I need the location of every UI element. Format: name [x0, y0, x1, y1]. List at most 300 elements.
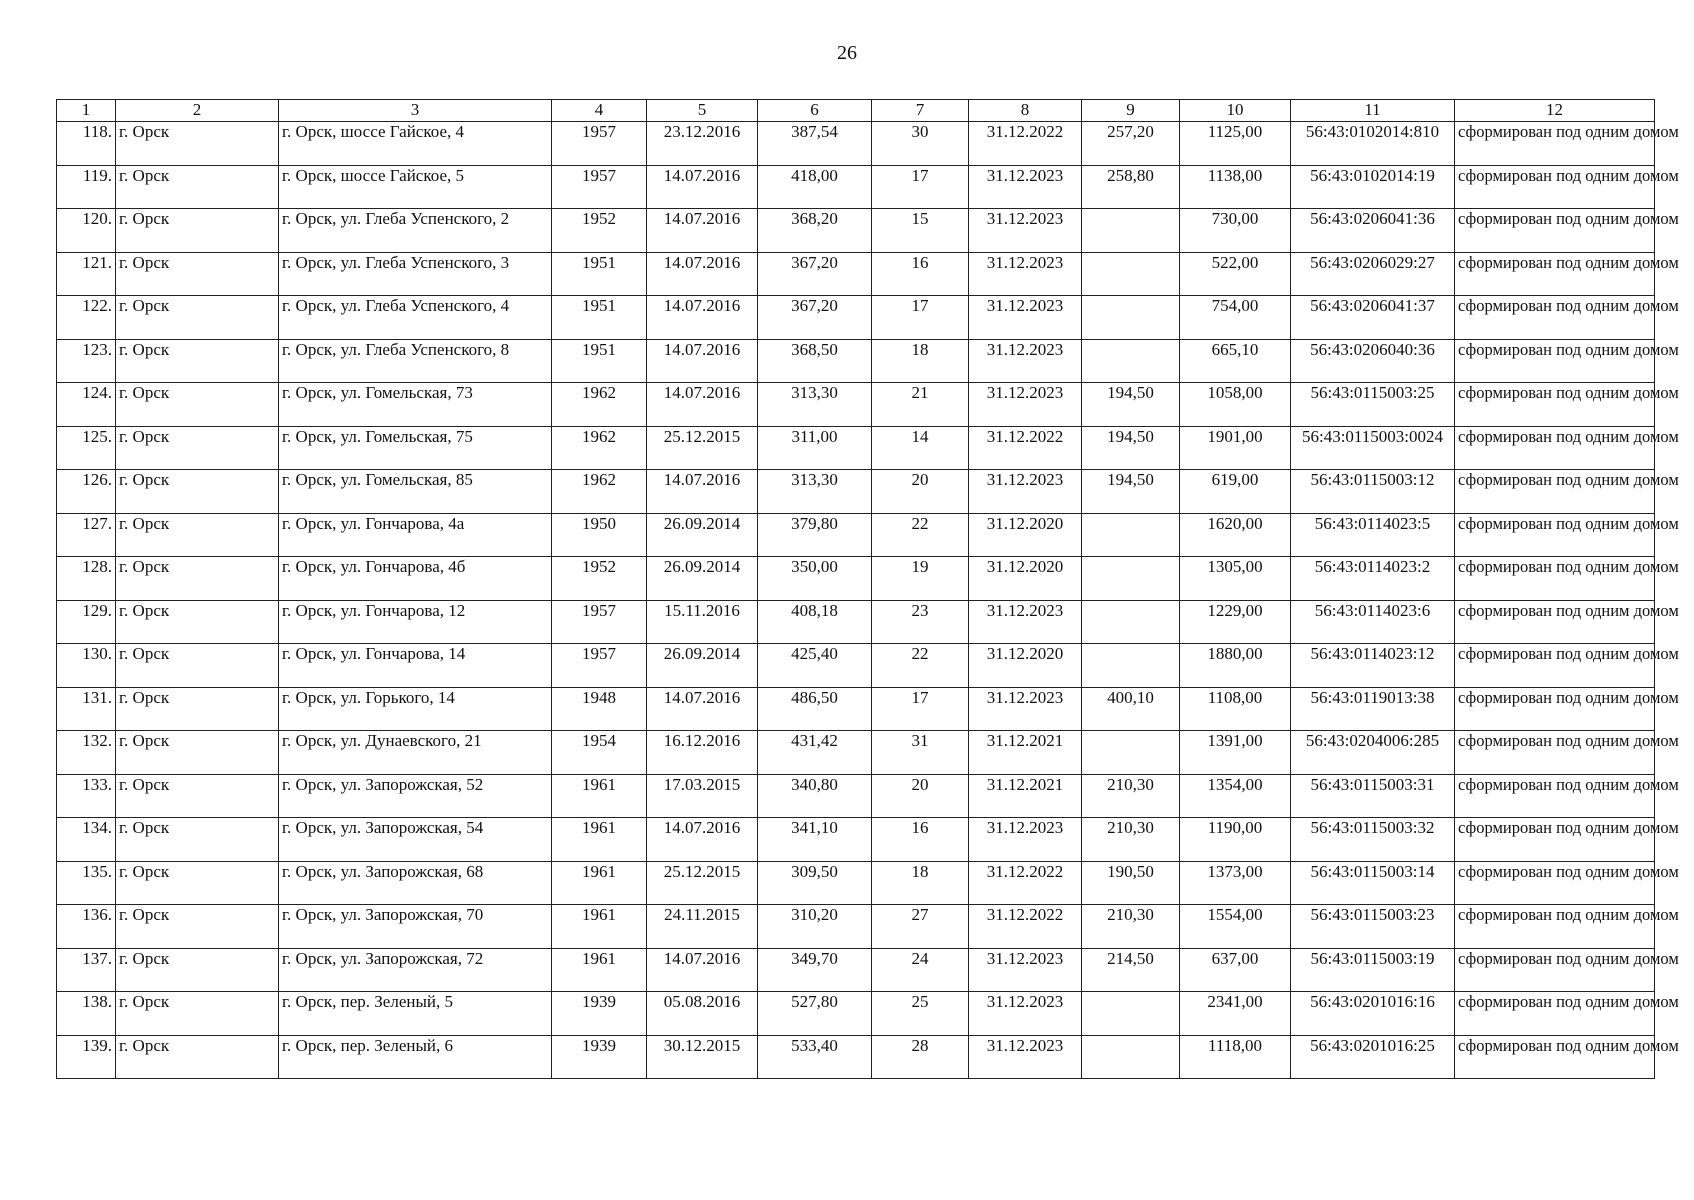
column-10-cell: 1373,00	[1180, 861, 1291, 905]
deadline-cell: 31.12.2023	[969, 470, 1082, 514]
deadline-cell: 31.12.2020	[969, 557, 1082, 601]
cadastral-number-cell: 56:43:0114023:2	[1291, 557, 1455, 601]
cadastral-number-cell: 56:43:0115003:23	[1291, 905, 1455, 949]
table-row	[57, 774, 1655, 818]
year-cell: 1939	[552, 992, 647, 1036]
area-cell: 341,10	[758, 818, 872, 862]
note-cell: сформирован под одним домом	[1455, 774, 1655, 818]
area-cell: 408,18	[758, 600, 872, 644]
table-row	[57, 1035, 1655, 1079]
row-number: 118.	[57, 122, 116, 166]
address-cell: г. Орск, ул. Гомельская, 85	[279, 470, 552, 514]
date-cell: 14.07.2016	[647, 687, 758, 731]
note-cell: сформирован под одним домом	[1455, 383, 1655, 427]
date-cell: 14.07.2016	[647, 948, 758, 992]
cadastral-number-cell: 56:43:0206040:36	[1291, 339, 1455, 383]
table-row	[57, 339, 1655, 383]
table-row	[57, 731, 1655, 775]
address-cell: г. Орск, ул. Гончарова, 4а	[279, 513, 552, 557]
row-number: 133.	[57, 774, 116, 818]
date-cell: 14.07.2016	[647, 296, 758, 340]
column-9-cell	[1082, 1035, 1180, 1079]
column-header: 3	[279, 100, 552, 122]
row-number: 136.	[57, 905, 116, 949]
row-number: 130.	[57, 644, 116, 688]
count-cell: 30	[872, 122, 969, 166]
row-number: 119.	[57, 165, 116, 209]
count-cell: 16	[872, 818, 969, 862]
page-number: 26	[837, 42, 857, 64]
date-cell: 23.12.2016	[647, 122, 758, 166]
year-cell: 1957	[552, 644, 647, 688]
city-cell: г. Орск	[116, 861, 279, 905]
column-10-cell: 1190,00	[1180, 818, 1291, 862]
column-header: 11	[1291, 100, 1455, 122]
cadastral-number-cell: 56:43:0114023:6	[1291, 600, 1455, 644]
column-9-cell: 257,20	[1082, 122, 1180, 166]
date-cell: 14.07.2016	[647, 252, 758, 296]
note-cell: сформирован под одним домом	[1455, 731, 1655, 775]
date-cell: 14.07.2016	[647, 165, 758, 209]
cadastral-number-cell: 56:43:0206029:27	[1291, 252, 1455, 296]
note-cell: сформирован под одним домом	[1455, 1035, 1655, 1079]
note-cell: сформирован под одним домом	[1455, 948, 1655, 992]
note-cell: сформирован под одним домом	[1455, 600, 1655, 644]
table-row	[57, 687, 1655, 731]
city-cell: г. Орск	[116, 557, 279, 601]
row-number: 139.	[57, 1035, 116, 1079]
count-cell: 18	[872, 861, 969, 905]
row-number: 137.	[57, 948, 116, 992]
deadline-cell: 31.12.2023	[969, 992, 1082, 1036]
count-cell: 21	[872, 383, 969, 427]
address-cell: г. Орск, ул. Глеба Успенского, 4	[279, 296, 552, 340]
cadastral-number-cell: 56:43:0115003:0024	[1291, 426, 1455, 470]
date-cell: 25.12.2015	[647, 426, 758, 470]
table-row	[57, 296, 1655, 340]
column-header: 10	[1180, 100, 1291, 122]
deadline-cell: 31.12.2023	[969, 600, 1082, 644]
count-cell: 16	[872, 252, 969, 296]
date-cell: 16.12.2016	[647, 731, 758, 775]
count-cell: 17	[872, 687, 969, 731]
address-cell: г. Орск, пер. Зеленый, 5	[279, 992, 552, 1036]
note-cell: сформирован под одним домом	[1455, 861, 1655, 905]
date-cell: 24.11.2015	[647, 905, 758, 949]
table-row	[57, 209, 1655, 253]
deadline-cell: 31.12.2022	[969, 861, 1082, 905]
note-cell: сформирован под одним домом	[1455, 252, 1655, 296]
deadline-cell: 31.12.2020	[969, 644, 1082, 688]
column-9-cell: 190,50	[1082, 861, 1180, 905]
cadastral-number-cell: 56:43:0114023:5	[1291, 513, 1455, 557]
date-cell: 05.08.2016	[647, 992, 758, 1036]
deadline-cell: 31.12.2021	[969, 731, 1082, 775]
date-cell: 14.07.2016	[647, 470, 758, 514]
address-cell: г. Орск, ул. Гомельская, 75	[279, 426, 552, 470]
year-cell: 1961	[552, 861, 647, 905]
deadline-cell: 31.12.2023	[969, 296, 1082, 340]
column-9-cell	[1082, 339, 1180, 383]
table-row	[57, 252, 1655, 296]
table-row	[57, 513, 1655, 557]
column-10-cell: 619,00	[1180, 470, 1291, 514]
note-cell: сформирован под одним домом	[1455, 818, 1655, 862]
column-header: 2	[116, 100, 279, 122]
column-9-cell: 258,80	[1082, 165, 1180, 209]
address-cell: г. Орск, ул. Гомельская, 73	[279, 383, 552, 427]
deadline-cell: 31.12.2023	[969, 818, 1082, 862]
area-cell: 367,20	[758, 296, 872, 340]
year-cell: 1962	[552, 383, 647, 427]
count-cell: 25	[872, 992, 969, 1036]
count-cell: 22	[872, 644, 969, 688]
column-9-cell: 210,30	[1082, 818, 1180, 862]
address-cell: г. Орск, ул. Дунаевского, 21	[279, 731, 552, 775]
note-cell: сформирован под одним домом	[1455, 122, 1655, 166]
cadastral-number-cell: 56:43:0102014:19	[1291, 165, 1455, 209]
row-number: 125.	[57, 426, 116, 470]
table-body	[57, 122, 1679, 1079]
column-9-cell: 194,50	[1082, 470, 1180, 514]
deadline-cell: 31.12.2023	[969, 165, 1082, 209]
address-cell: г. Орск, ул. Глеба Успенского, 8	[279, 339, 552, 383]
area-cell: 533,40	[758, 1035, 872, 1079]
count-cell: 28	[872, 1035, 969, 1079]
year-cell: 1951	[552, 296, 647, 340]
count-cell: 22	[872, 513, 969, 557]
count-cell: 20	[872, 470, 969, 514]
date-cell: 17.03.2015	[647, 774, 758, 818]
header-row	[57, 100, 1655, 122]
note-cell: сформирован под одним домом	[1455, 905, 1655, 949]
column-10-cell: 754,00	[1180, 296, 1291, 340]
cadastral-number-cell: 56:43:0114023:12	[1291, 644, 1455, 688]
cadastral-number-cell: 56:43:0115003:32	[1291, 818, 1455, 862]
year-cell: 1952	[552, 209, 647, 253]
address-cell: г. Орск, шоссе Гайское, 5	[279, 165, 552, 209]
note-cell: сформирован под одним домом	[1455, 209, 1655, 253]
date-cell: 25.12.2015	[647, 861, 758, 905]
year-cell: 1957	[552, 122, 647, 166]
area-cell: 311,00	[758, 426, 872, 470]
column-9-cell: 214,50	[1082, 948, 1180, 992]
year-cell: 1957	[552, 600, 647, 644]
date-cell: 15.11.2016	[647, 600, 758, 644]
deadline-cell: 31.12.2020	[969, 513, 1082, 557]
deadline-cell: 31.12.2023	[969, 1035, 1082, 1079]
column-10-cell: 1125,00	[1180, 122, 1291, 166]
area-cell: 486,50	[758, 687, 872, 731]
row-number: 123.	[57, 339, 116, 383]
column-9-cell	[1082, 731, 1180, 775]
year-cell: 1951	[552, 252, 647, 296]
row-number: 127.	[57, 513, 116, 557]
deadline-cell: 31.12.2021	[969, 774, 1082, 818]
area-cell: 349,70	[758, 948, 872, 992]
cadastral-number-cell: 56:43:0201016:25	[1291, 1035, 1455, 1079]
date-cell: 14.07.2016	[647, 339, 758, 383]
area-cell: 527,80	[758, 992, 872, 1036]
area-cell: 368,50	[758, 339, 872, 383]
cadastral-number-cell: 56:43:0201016:16	[1291, 992, 1455, 1036]
table-row	[57, 383, 1655, 427]
year-cell: 1961	[552, 905, 647, 949]
date-cell: 26.09.2014	[647, 513, 758, 557]
count-cell: 23	[872, 600, 969, 644]
count-cell: 15	[872, 209, 969, 253]
area-cell: 425,40	[758, 644, 872, 688]
table-row	[57, 905, 1655, 949]
area-cell: 387,54	[758, 122, 872, 166]
table-row	[57, 122, 1655, 166]
year-cell: 1954	[552, 731, 647, 775]
note-cell: сформирован под одним домом	[1455, 339, 1655, 383]
city-cell: г. Орск	[116, 252, 279, 296]
address-cell: г. Орск, шоссе Гайское, 4	[279, 122, 552, 166]
deadline-cell: 31.12.2022	[969, 122, 1082, 166]
year-cell: 1948	[552, 687, 647, 731]
area-cell: 431,42	[758, 731, 872, 775]
count-cell: 17	[872, 296, 969, 340]
area-cell: 367,20	[758, 252, 872, 296]
table-row	[57, 992, 1655, 1036]
cadastral-number-cell: 56:43:0115003:19	[1291, 948, 1455, 992]
row-number: 132.	[57, 731, 116, 775]
year-cell: 1951	[552, 339, 647, 383]
address-cell: г. Орск, ул. Гончарова, 4б	[279, 557, 552, 601]
city-cell: г. Орск	[116, 687, 279, 731]
row-number: 128.	[57, 557, 116, 601]
count-cell: 24	[872, 948, 969, 992]
year-cell: 1961	[552, 818, 647, 862]
city-cell: г. Орск	[116, 644, 279, 688]
column-10-cell: 1138,00	[1180, 165, 1291, 209]
column-10-cell: 1229,00	[1180, 600, 1291, 644]
column-10-cell: 730,00	[1180, 209, 1291, 253]
column-9-cell	[1082, 252, 1180, 296]
row-number: 134.	[57, 818, 116, 862]
column-10-cell: 1354,00	[1180, 774, 1291, 818]
address-cell: г. Орск, ул. Гончарова, 12	[279, 600, 552, 644]
column-9-cell	[1082, 557, 1180, 601]
count-cell: 27	[872, 905, 969, 949]
deadline-cell: 31.12.2022	[969, 905, 1082, 949]
row-number: 122.	[57, 296, 116, 340]
row-number: 138.	[57, 992, 116, 1036]
city-cell: г. Орск	[116, 165, 279, 209]
column-10-cell: 1108,00	[1180, 687, 1291, 731]
deadline-cell: 31.12.2023	[969, 948, 1082, 992]
date-cell: 14.07.2016	[647, 818, 758, 862]
column-9-cell: 400,10	[1082, 687, 1180, 731]
city-cell: г. Орск	[116, 948, 279, 992]
table-row	[57, 557, 1655, 601]
area-cell: 368,20	[758, 209, 872, 253]
city-cell: г. Орск	[116, 383, 279, 427]
column-10-cell: 1118,00	[1180, 1035, 1291, 1079]
column-9-cell: 210,30	[1082, 774, 1180, 818]
count-cell: 14	[872, 426, 969, 470]
area-cell: 313,30	[758, 470, 872, 514]
table-row	[57, 470, 1655, 514]
note-cell: сформирован под одним домом	[1455, 687, 1655, 731]
row-number: 126.	[57, 470, 116, 514]
row-number: 124.	[57, 383, 116, 427]
address-cell: г. Орск, ул. Горького, 14	[279, 687, 552, 731]
column-10-cell: 1901,00	[1180, 426, 1291, 470]
date-cell: 26.09.2014	[647, 644, 758, 688]
table-row	[57, 818, 1655, 862]
table-row	[57, 948, 1655, 992]
column-9-cell	[1082, 296, 1180, 340]
deadline-cell: 31.12.2023	[969, 209, 1082, 253]
date-cell: 26.09.2014	[647, 557, 758, 601]
area-cell: 313,30	[758, 383, 872, 427]
address-cell: г. Орск, пер. Зеленый, 6	[279, 1035, 552, 1079]
table-row	[57, 644, 1655, 688]
column-header: 1	[57, 100, 116, 122]
table-row	[57, 600, 1655, 644]
cadastral-number-cell: 56:43:0119013:38	[1291, 687, 1455, 731]
area-cell: 350,00	[758, 557, 872, 601]
cadastral-number-cell: 56:43:0115003:12	[1291, 470, 1455, 514]
column-10-cell: 1391,00	[1180, 731, 1291, 775]
address-cell: г. Орск, ул. Гончарова, 14	[279, 644, 552, 688]
city-cell: г. Орск	[116, 470, 279, 514]
note-cell: сформирован под одним домом	[1455, 470, 1655, 514]
area-cell: 379,80	[758, 513, 872, 557]
year-cell: 1961	[552, 774, 647, 818]
column-header: 12	[1455, 100, 1655, 122]
date-cell: 30.12.2015	[647, 1035, 758, 1079]
area-cell: 418,00	[758, 165, 872, 209]
row-number: 129.	[57, 600, 116, 644]
column-9-cell: 194,50	[1082, 383, 1180, 427]
note-cell: сформирован под одним домом	[1455, 296, 1655, 340]
city-cell: г. Орск	[116, 339, 279, 383]
note-cell: сформирован под одним домом	[1455, 165, 1655, 209]
city-cell: г. Орск	[116, 774, 279, 818]
address-cell: г. Орск, ул. Глеба Успенского, 3	[279, 252, 552, 296]
area-cell: 309,50	[758, 861, 872, 905]
count-cell: 18	[872, 339, 969, 383]
address-cell: г. Орск, ул. Запорожская, 72	[279, 948, 552, 992]
area-cell: 340,80	[758, 774, 872, 818]
city-cell: г. Орск	[116, 905, 279, 949]
column-header: 5	[647, 100, 758, 122]
year-cell: 1961	[552, 948, 647, 992]
column-header: 8	[969, 100, 1082, 122]
deadline-cell: 31.12.2023	[969, 339, 1082, 383]
column-10-cell: 1058,00	[1180, 383, 1291, 427]
city-cell: г. Орск	[116, 513, 279, 557]
note-cell: сформирован под одним домом	[1455, 426, 1655, 470]
cadastral-number-cell: 56:43:0115003:14	[1291, 861, 1455, 905]
column-10-cell: 1880,00	[1180, 644, 1291, 688]
area-cell: 310,20	[758, 905, 872, 949]
column-10-cell: 1305,00	[1180, 557, 1291, 601]
count-cell: 17	[872, 165, 969, 209]
address-cell: г. Орск, ул. Запорожская, 70	[279, 905, 552, 949]
city-cell: г. Орск	[116, 426, 279, 470]
city-cell: г. Орск	[116, 1035, 279, 1079]
date-cell: 14.07.2016	[647, 383, 758, 427]
row-number: 121.	[57, 252, 116, 296]
deadline-cell: 31.12.2023	[969, 252, 1082, 296]
table-row	[57, 165, 1655, 209]
row-number: 135.	[57, 861, 116, 905]
cadastral-number-cell: 56:43:0115003:25	[1291, 383, 1455, 427]
row-number: 131.	[57, 687, 116, 731]
city-cell: г. Орск	[116, 818, 279, 862]
year-cell: 1952	[552, 557, 647, 601]
column-9-cell: 210,30	[1082, 905, 1180, 949]
deadline-cell: 31.12.2022	[969, 426, 1082, 470]
city-cell: г. Орск	[116, 731, 279, 775]
note-cell: сформирован под одним домом	[1455, 513, 1655, 557]
column-header: 4	[552, 100, 647, 122]
housing-registry-table	[56, 99, 1679, 1079]
year-cell: 1962	[552, 426, 647, 470]
row-number: 120.	[57, 209, 116, 253]
year-cell: 1950	[552, 513, 647, 557]
column-header: 7	[872, 100, 969, 122]
column-header: 6	[758, 100, 872, 122]
city-cell: г. Орск	[116, 209, 279, 253]
column-9-cell	[1082, 992, 1180, 1036]
count-cell: 20	[872, 774, 969, 818]
column-10-cell: 1554,00	[1180, 905, 1291, 949]
year-cell: 1962	[552, 470, 647, 514]
date-cell: 14.07.2016	[647, 209, 758, 253]
cadastral-number-cell: 56:43:0206041:36	[1291, 209, 1455, 253]
cadastral-number-cell: 56:43:0115003:31	[1291, 774, 1455, 818]
deadline-cell: 31.12.2023	[969, 383, 1082, 427]
column-10-cell: 522,00	[1180, 252, 1291, 296]
column-9-cell	[1082, 644, 1180, 688]
cadastral-number-cell: 56:43:0206041:37	[1291, 296, 1455, 340]
year-cell: 1957	[552, 165, 647, 209]
address-cell: г. Орск, ул. Глеба Успенского, 2	[279, 209, 552, 253]
count-cell: 31	[872, 731, 969, 775]
count-cell: 19	[872, 557, 969, 601]
address-cell: г. Орск, ул. Запорожская, 54	[279, 818, 552, 862]
column-9-cell	[1082, 600, 1180, 644]
note-cell: сформирован под одним домом	[1455, 557, 1655, 601]
column-9-cell: 194,50	[1082, 426, 1180, 470]
column-10-cell: 637,00	[1180, 948, 1291, 992]
column-header: 9	[1082, 100, 1180, 122]
table-row	[57, 861, 1655, 905]
cadastral-number-cell: 56:43:0102014:810	[1291, 122, 1455, 166]
city-cell: г. Орск	[116, 296, 279, 340]
column-10-cell: 665,10	[1180, 339, 1291, 383]
table-row	[57, 426, 1655, 470]
address-cell: г. Орск, ул. Запорожская, 68	[279, 861, 552, 905]
address-cell: г. Орск, ул. Запорожская, 52	[279, 774, 552, 818]
note-cell: сформирован под одним домом	[1455, 644, 1655, 688]
column-10-cell: 1620,00	[1180, 513, 1291, 557]
city-cell: г. Орск	[116, 992, 279, 1036]
note-cell: сформирован под одним домом	[1455, 992, 1655, 1036]
column-10-cell: 2341,00	[1180, 992, 1291, 1036]
city-cell: г. Орск	[116, 122, 279, 166]
year-cell: 1939	[552, 1035, 647, 1079]
cadastral-number-cell: 56:43:0204006:285	[1291, 731, 1455, 775]
deadline-cell: 31.12.2023	[969, 687, 1082, 731]
column-9-cell	[1082, 513, 1180, 557]
